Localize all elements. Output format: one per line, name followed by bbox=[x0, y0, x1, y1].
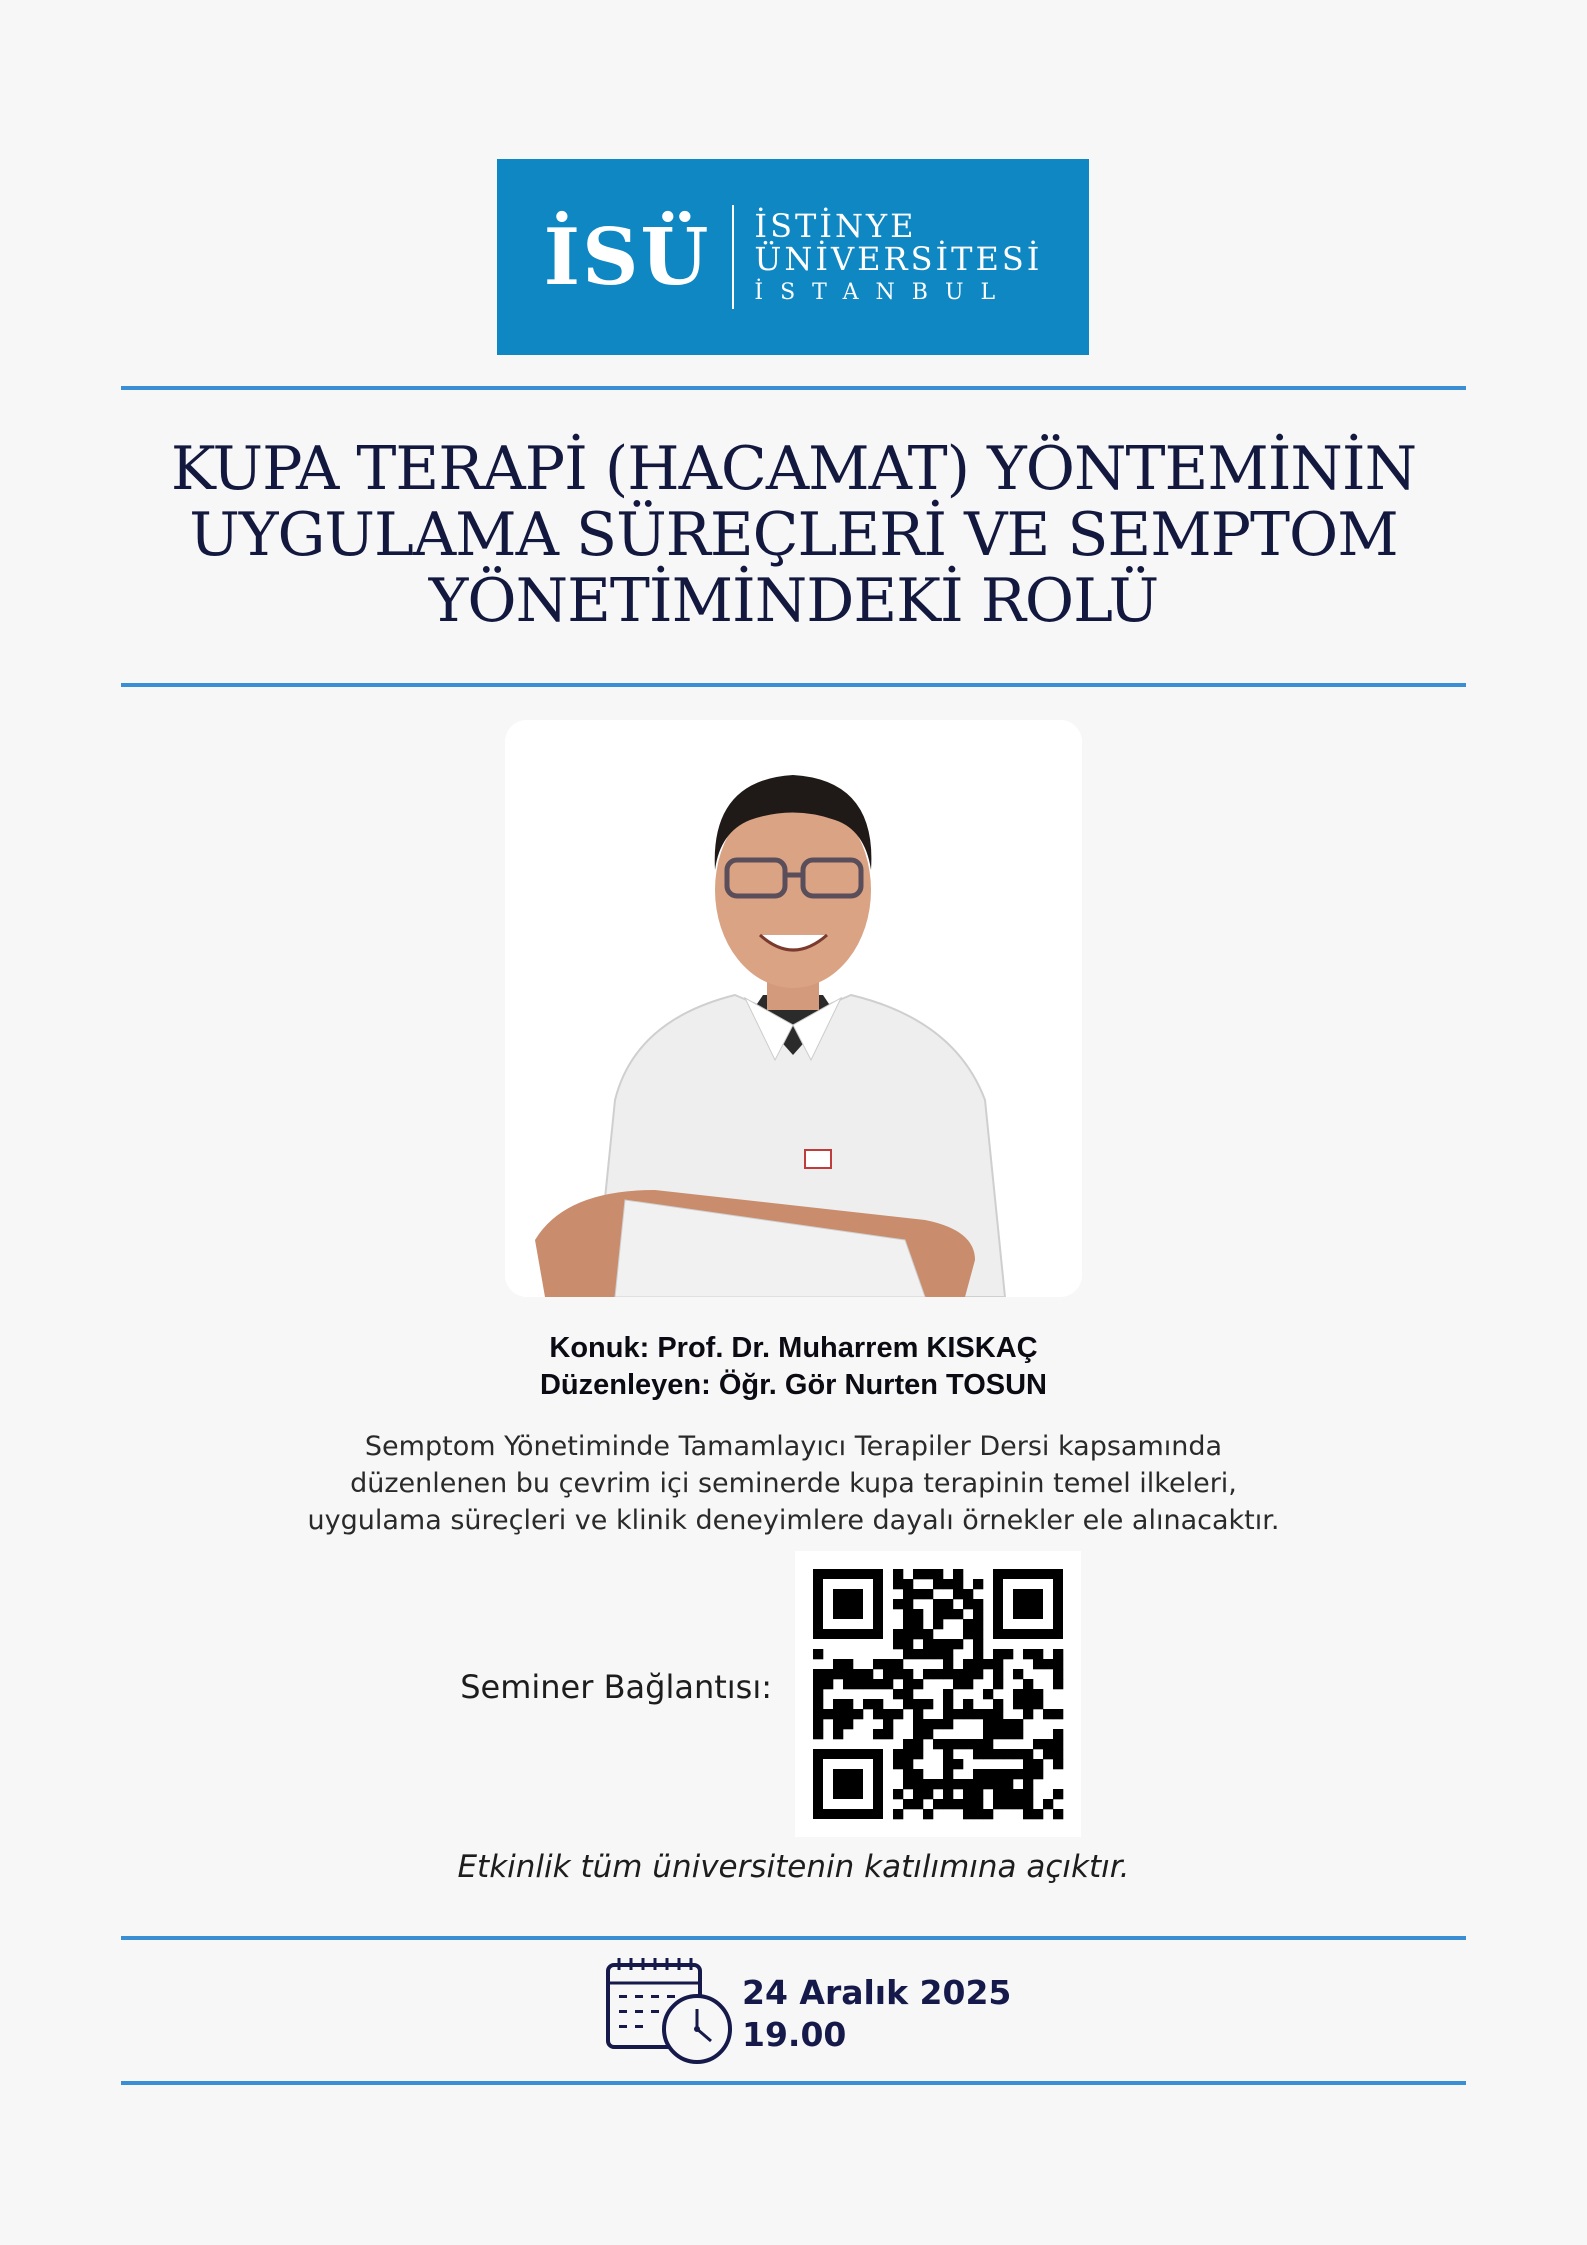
title-line-1: KUPA TERAPİ (HACAMAT) YÖNTEMİNİN bbox=[170, 434, 1417, 504]
top-divider bbox=[121, 386, 1466, 390]
logo-line-1: İSTİNYE bbox=[754, 206, 917, 245]
title-line-3: YÖNETİMİNDEKİ ROLÜ bbox=[428, 566, 1159, 636]
description-line-1: Semptom Yönetiminde Tamamlayıcı Terapiler Dersi kapsamında bbox=[364, 1431, 1223, 1462]
event-date: 24 Aralık 2025 bbox=[742, 1973, 1012, 2012]
logo-divider bbox=[732, 205, 734, 309]
calendar-clock-icon bbox=[605, 1955, 735, 2067]
event-datetime bbox=[742, 1972, 1011, 2056]
organizer-line: Düzenleyen: Öğr. Gör Nurten TOSUN bbox=[539, 1369, 1048, 1401]
date-top-divider bbox=[121, 1936, 1466, 1940]
description-line-2: düzenlenen bu çevrim içi seminerde kupa terapinin temel ilkeleri, bbox=[350, 1468, 1237, 1499]
guest-line: Konuk: Prof. Dr. Muharrem KISKAÇ bbox=[549, 1332, 1038, 1364]
bottom-divider bbox=[121, 2081, 1466, 2085]
logo-line-2: ÜNİVERSİTESİ bbox=[754, 240, 1043, 279]
title-divider bbox=[121, 683, 1466, 687]
logo-short-name: İSÜ bbox=[543, 211, 711, 303]
seminar-link-label: Seminer Bağlantısı: bbox=[460, 1668, 772, 1706]
description-line-3: uygulama süreçleri ve klinik deneyimlere dayalı örnekler ele alınacaktır. bbox=[307, 1505, 1280, 1536]
event-title bbox=[100, 436, 1487, 634]
speakers bbox=[100, 1330, 1487, 1404]
logo-line-3: İSTANBUL bbox=[754, 280, 1013, 306]
open-to-all-note: Etkinlik tüm üniversitenin katılımına açıktır. bbox=[457, 1849, 1130, 1885]
speaker-photo bbox=[505, 720, 1082, 1297]
logo-wordmark bbox=[754, 206, 1043, 306]
event-description bbox=[100, 1428, 1487, 1539]
seminar-qr-code[interactable] bbox=[795, 1551, 1081, 1837]
title-line-2: UYGULAMA SÜREÇLERİ VE SEMPTOM bbox=[189, 500, 1398, 570]
event-time: 19.00 bbox=[742, 2015, 847, 2054]
university-logo bbox=[497, 159, 1089, 355]
